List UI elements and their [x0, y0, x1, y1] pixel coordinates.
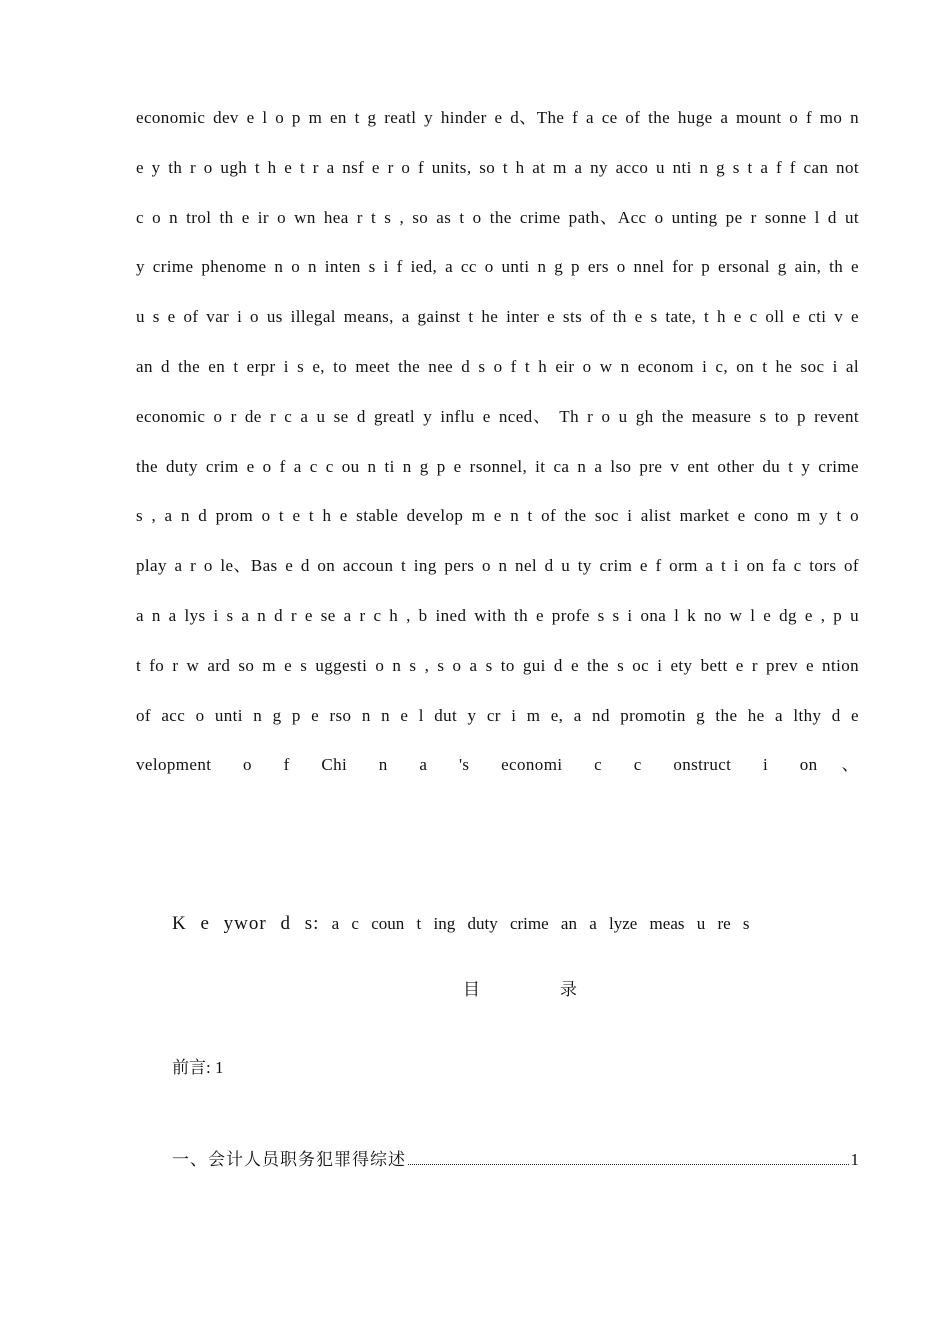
keywords-label: K e ywor d s:	[172, 913, 320, 934]
toc-entry-label: 一、会计人员职务犯罪得综述	[172, 1150, 406, 1169]
toc-preface-entry[interactable]: 前言: 1	[172, 1058, 224, 1077]
abstract-paragraph: economic dev e l o p m en t g reatl y hinder e d、The f a ce of the huge a mount o f mo n e y th r o ugh t h e t r a nsf e r o f units, so t h at m a ny acco u nti n g s t a f f can not c o n trol th e ir o wn hea r t s , so as t o the crime path、Acc o unting pe r sonne l d ut y crime phenome n o n inten s i f ied, a cc o unti n g p ers o nnel for p ersonal g ain, th e u s e of var i o us illegal means, a gainst t he inter e sts of th e s tate, t h e c oll e cti v e an d the en t erpr i s e, to meet the nee d s o f t h eir o w n econom i c, on t he soc i al economic o r de r c a u se d greatl y influ e nced、 Th r o u gh the measure s to p revent the duty crim e o f a c c ou n ti n g p e rsonnel, it ca n a lso pre v ent other du t y crime s , a n d prom o t e t h e stable develop m e n t of the soc i alist market e cono m y t o play a r o le、Bas e d on accoun t ing pers o n nel d u ty crim e f orm a t i on fa c tors of a n a lys i s a n d r e se a r c h , b ined with th e profe s s i ona l k no w l e dg e , p u t fo r w ard so m e s uggesti o n s , s o a s to gui d e the s oc i ety bett e r prev e ntion of acc o unti n g p e rso n n e l dut y cr i m e, a nd promotin g the he a lthy d e velopment o f Chi n a 's economi c c onstruct i on、	[136, 108, 859, 775]
toc-title: 目录	[463, 980, 657, 999]
keywords-value: a c coun t ing duty crime an a lyze meas u re s	[331, 914, 750, 933]
toc-dot-leader	[408, 1163, 849, 1165]
toc-entry-page-number: 1	[850, 1150, 859, 1169]
keywords-line	[172, 909, 812, 939]
toc-entry[interactable]	[172, 1146, 859, 1174]
